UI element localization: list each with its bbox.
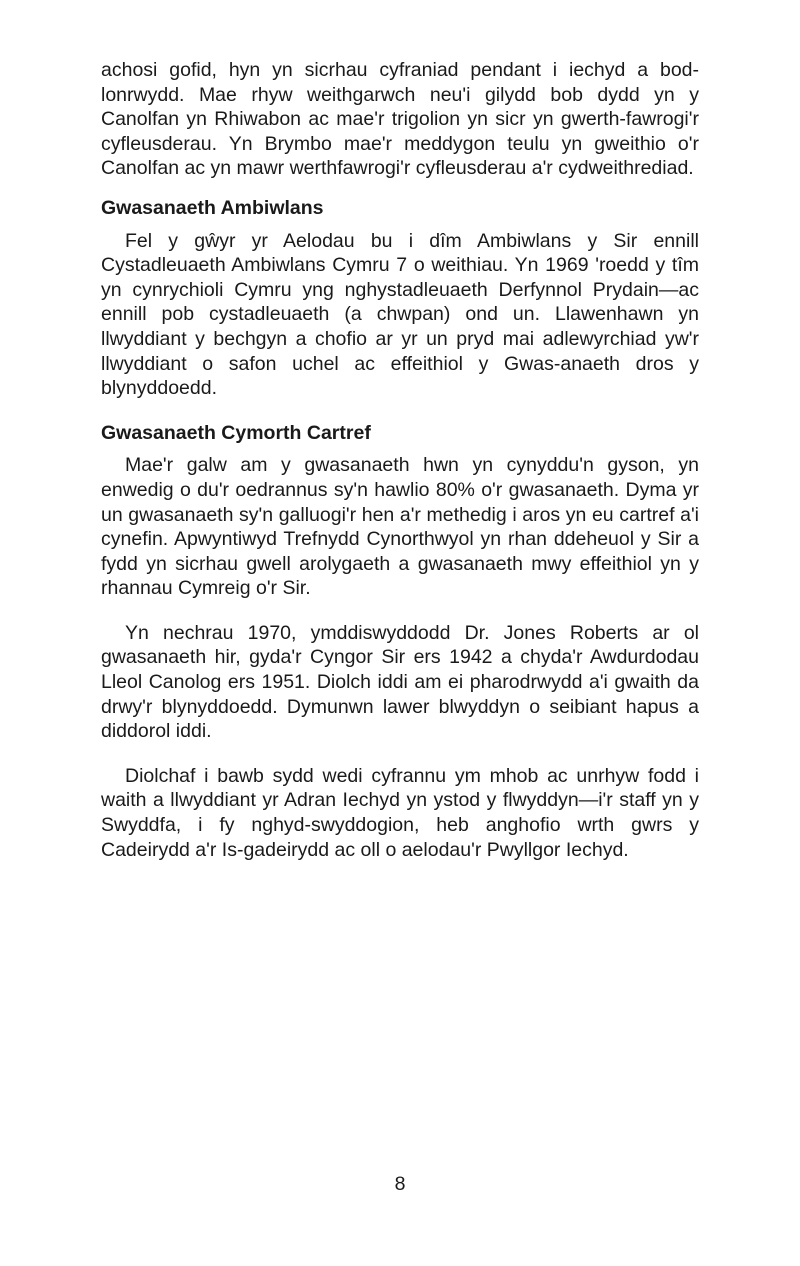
thanks-paragraph: Diolchaf i bawb sydd wedi cyfrannu ym mhob ac unrhyw fodd i waith a llwyddiant yr Adran Iechyd yn ystod y flwyddyn—i'r staff yn y Swyddfa, i fy nghyd-swyddogion, heb anghofio wrth gwrs y Cadeirydd a'r Is-gadeirydd ac oll o aelodau'r Pwyllgor Iechyd.: [101, 764, 699, 861]
heading-ambulance-service: Gwasanaeth Ambiwlans: [101, 196, 324, 219]
document-page: [101, 58, 699, 862]
home-help-paragraph-2: Yn nechrau 1970, ymddiswyddodd Dr. Jones Roberts ar ol gwasanaeth hir, gyda'r Cyngor Sir ers 1942 a chyda'r Awdurdodau Lleol Canolog ers 1951. Diolch iddi am ei pharodrwydd a'i gwaith da drwy'r blynyddoedd. Dymunwn lawer blwyddyn o seibiant hapus a diddorol iddi.: [101, 621, 699, 743]
ambulance-paragraph: Fel y gŵyr yr Aelodau bu i dîm Ambiwlans y Sir ennill Cystadleuaeth Ambiwlans Cymru 7 o weithiau. Yn 1969 'roedd y tîm yn cynrychioli Cymru yng nghystadleuaeth Derfynnol Prydain—ac ennill pob cystadleuaeth (a chwpan) ond un. Llawenhawn yn llwyddiant y bechgyn a chofio ar yr un pryd mai adlewyrchiad yw'r llwyddiant o safon uchel ac effeithiol y Gwas-anaeth dros y blynyddoedd.: [101, 229, 699, 400]
heading-home-help-service: Gwasanaeth Cymorth Cartref: [101, 421, 371, 444]
continuation-paragraph: achosi gofid, hyn yn sicrhau cyfraniad pendant i iechyd a bod-lonrwydd. Mae rhyw weithgarwch neu'i gilydd bob dydd yn y Canolfan yn Rhiwabon ac mae'r trigolion yn sicr yn gwerth-fawrogi'r cyfleusderau. Yn Brymbo mae'r meddygon teulu yn gweithio o'r Canolfan ac yn mawr werthfawrogi'r cyfleusderau a'r cydweithrediad.: [101, 59, 699, 180]
home-help-paragraph-1: Mae'r galw am y gwasanaeth hwn yn cynyddu'n gyson, yn enwedig o du'r oedrannus sy'n hawlio 80% o'r gwasanaeth. Dyma yr un gwasanaeth sy'n galluogi'r hen a'r methedig i aros yn eu cartref a'i cynefin. Apwyntiwyd Trefnydd Cynorthwyol yn rhan ddeheuol y Sir a fydd yn sicrhau gwell arolygaeth a gwasanaeth mwy effeithiol yn y rhannau Cymreig o'r Sir.: [101, 454, 699, 600]
page-number: 8: [394, 1173, 406, 1195]
